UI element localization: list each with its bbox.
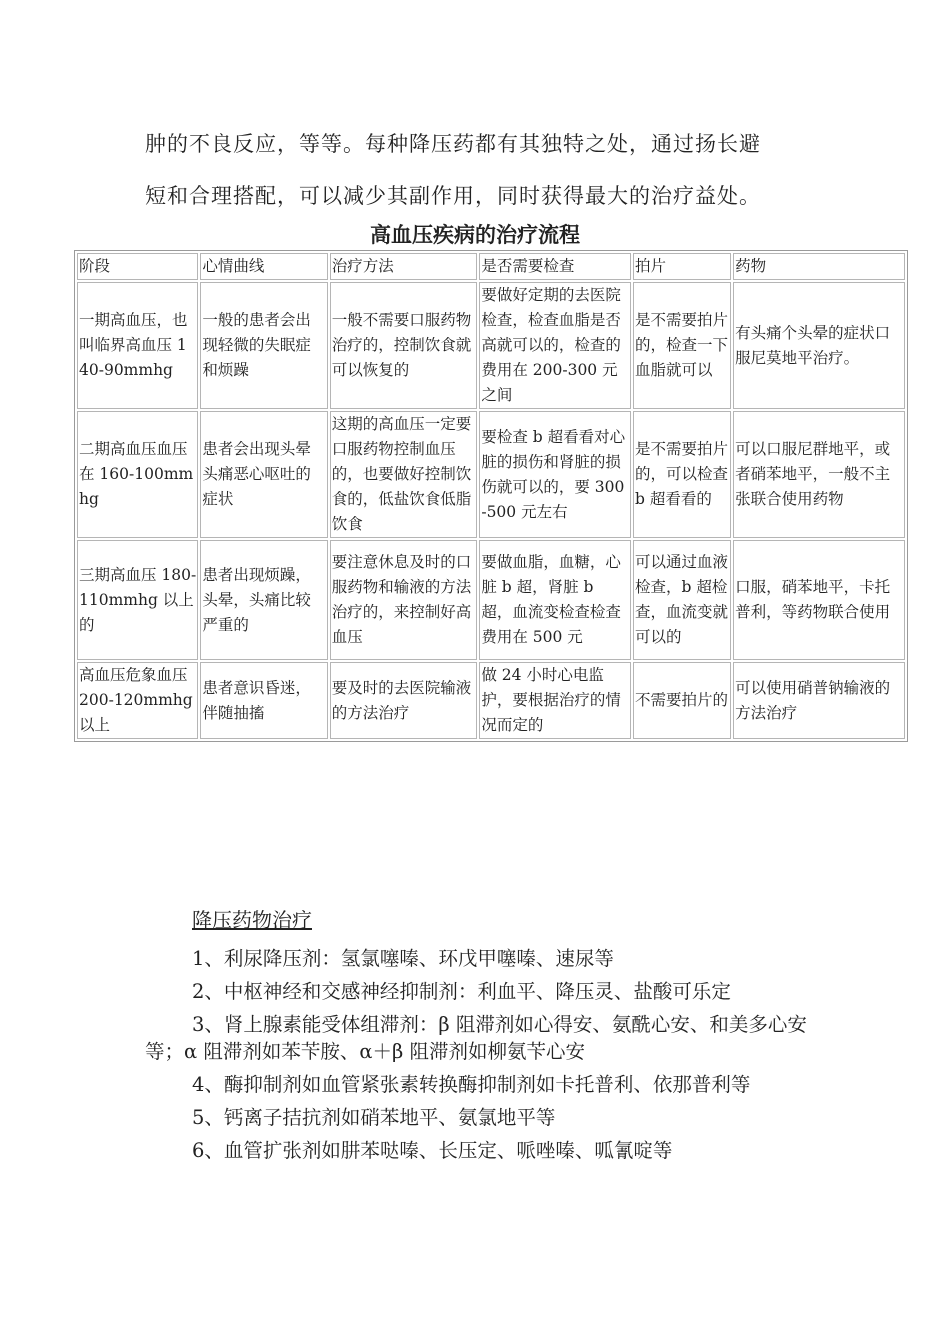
header-cell-stage: 阶段 (77, 253, 198, 280)
list-item: 6、血管扩张剂如肼苯哒嗪、长压定、哌唑嗪、呱氰啶等 (192, 1139, 673, 1162)
table-cell: 口服，硝苯地平，卡托普利，等药物联合使用 (733, 540, 905, 660)
table-cell: 要做血脂，血糖，心脏 b 超，肾脏 b 超，血流变检查检查费用在 500 元 (479, 540, 631, 660)
treatment-flow-table (74, 250, 908, 742)
table-header-row (77, 253, 905, 280)
intro-paragraph (145, 118, 815, 222)
table-cell: 二期高血压血压在 160-100mmhg (77, 411, 198, 538)
table-cell: 做 24 小时心电监护，要根据治疗的情况而定的 (479, 662, 631, 739)
list-item: 2、中枢神经和交感神经抑制剂：利血平、降压灵、盐酸可乐定 (192, 980, 731, 1003)
table-title: 高血压疾病的治疗流程 (370, 223, 580, 247)
table-row (77, 411, 905, 538)
table-cell: 是不需要拍片的，可以检查 b 超看看的 (633, 411, 731, 538)
table-cell: 三期高血压 180-110mmhg 以上的 (77, 540, 198, 660)
header-cell-xray: 拍片 (633, 253, 731, 280)
table-cell: 高血压危象血压 200-120mmhg 以上 (77, 662, 198, 739)
table-row (77, 540, 905, 660)
list-item: 5、钙离子拮抗剂如硝苯地平、氨氯地平等 (192, 1106, 556, 1129)
table-cell: 要检查 b 超看看对心脏的损伤和肾脏的损伤就可以的，要 300-500 元左右 (479, 411, 631, 538)
header-cell-exam: 是否需要检查 (479, 253, 631, 280)
table-cell: 可以口服尼群地平，或者硝苯地平，一般不主张联合使用药物 (733, 411, 905, 538)
table-cell: 要注意休息及时的口服药物和输液的方法治疗的，来控制好高血压 (330, 540, 478, 660)
table-cell: 要做好定期的去医院检查，检查血脂是否高就可以的，检查的费用在 200-300 元之间 (479, 282, 631, 409)
table-cell: 要及时的去医院输液的方法治疗 (330, 662, 478, 739)
list-item: 3、肾上腺素能受体组滞剂：β 阻滞剂如心得安、氨酰心安、和美多心安等；α 阻滞剂如苯苄胺、α＋β 阻滞剂如柳氨苄心安 (145, 1013, 807, 1063)
intro-line-2: 短和合理搭配，可以减少其副作用，同时获得最大的治疗益处。 (145, 184, 761, 208)
list-item: 1、利尿降压剂：氢氯噻嗪、环戊甲噻嗪、速尿等 (192, 947, 614, 970)
table-cell: 患者出现烦躁，头晕，头痛比较严重的 (200, 540, 327, 660)
header-cell-medicine: 药物 (733, 253, 905, 280)
table-cell: 一般不需要口服药物治疗的，控制饮食就可以恢复的 (330, 282, 478, 409)
table-cell: 一般的患者会出现轻微的失眠症和烦躁 (200, 282, 327, 409)
table-cell: 一期高血压，也叫临界高血压 140-90mmhg (77, 282, 198, 409)
table-cell: 这期的高血压一定要口服药物控制血压的，也要做好控制饮食的，低盐饮食低脂饮食 (330, 411, 478, 538)
table-cell: 不需要拍片的 (633, 662, 731, 739)
table-cell: 是不需要拍片的，检查一下血脂就可以 (633, 282, 731, 409)
list-item: 4、酶抑制剂如血管紧张素转换酶抑制剂如卡托普利、依那普利等 (192, 1073, 751, 1096)
header-cell-treatment: 治疗方法 (330, 253, 478, 280)
table-row (77, 662, 905, 739)
table-cell: 可以使用硝普钠输液的方法治疗 (733, 662, 905, 739)
table-cell: 患者意识昏迷，伴随抽搐 (200, 662, 327, 739)
table-cell: 有头痛个头晕的症状口服尼莫地平治疗。 (733, 282, 905, 409)
header-cell-mood: 心情曲线 (200, 253, 327, 280)
section-heading: 降压药物治疗 (192, 908, 312, 932)
table-row (77, 282, 905, 409)
intro-line-1: 肿的不良反应，等等。每种降压药都有其独特之处，通过扬长避 (145, 132, 761, 156)
table-cell: 可以通过血液检查，b 超检查，血流变就可以的 (633, 540, 731, 660)
antihypertensive-section (145, 898, 815, 1167)
table-cell: 患者会出现头晕头痛恶心呕吐的症状 (200, 411, 327, 538)
